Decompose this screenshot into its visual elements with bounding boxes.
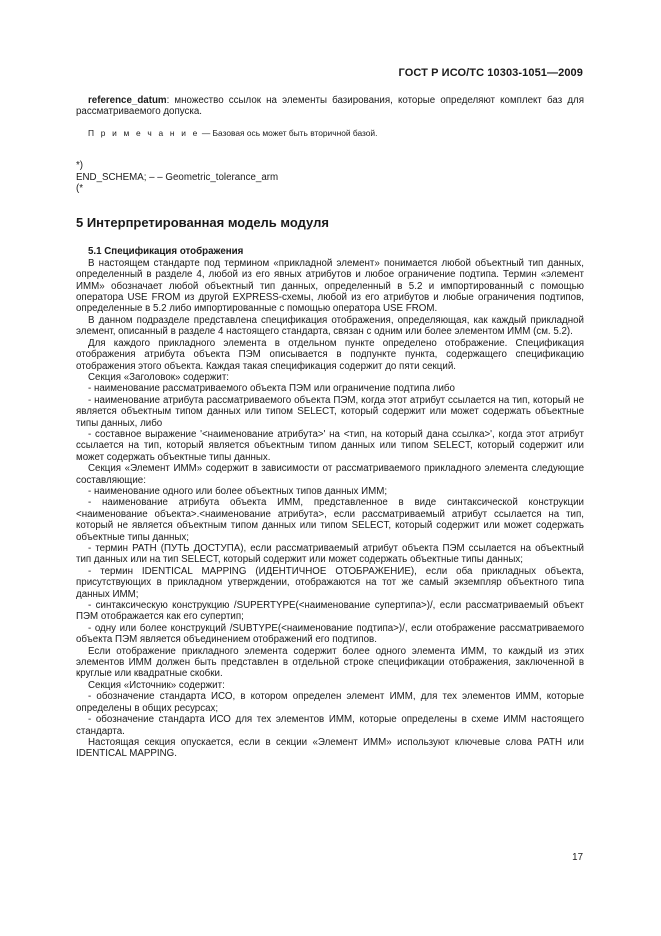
definition-term: reference_datum — [88, 95, 167, 106]
list-item: - обозначение стандарта ИСО для тех элементов ИММ, которые определены в схеме ИММ настоящего стандарта. — [76, 714, 584, 737]
list-item: - синтаксическую конструкцию /SUPERTYPE(<наименование супертипа>)/, если рассматриваемый объект ПЭМ отображается как его супертип; — [76, 600, 584, 623]
page-number: 17 — [572, 852, 583, 863]
code-line: *) — [76, 160, 84, 172]
definition-paragraph — [76, 95, 584, 118]
body-paragraph: Секция «Заголовок» содержит: — [88, 371, 230, 383]
body-paragraph: Настоящая секция опускается, если в секции «Элемент ИММ» используют ключевые слова PATH или IDENTICAL MAPPING. — [76, 736, 584, 760]
list-item: - обозначение стандарта ИСО, в котором определен элемент ИММ, для тех элементов ИММ, которые определены в общих ресурсах; — [76, 691, 584, 714]
list-item: - наименование рассматриваемого объекта ПЭМ или ограничение подтипа либо — [88, 383, 455, 395]
body-paragraph: Если отображение прикладного элемента содержит более одного элемента ИММ, то каждый из этих элементов ИММ должен быть представлен в отдельной строке спецификации отображения, заключенной в круглые или квадратные скобки. — [76, 645, 584, 680]
list-item: - термин IDENTICAL MAPPING (ИДЕНТИЧНОЕ ОТОБРАЖЕНИЕ), если оба прикладных объекта, присутствующих в прикладном утверждении, отображаются на тот же самый экземпляр объектного типа данных ИММ; — [76, 565, 584, 600]
subsection-title: 5.1 Спецификация отображения — [88, 246, 244, 258]
list-item: - наименование одного или более объектных типов данных ИММ; — [88, 485, 388, 497]
code-line: (* — [76, 183, 84, 195]
code-block — [76, 160, 584, 194]
list-item: - одну или более конструкций /SUBTYPE(<наименование подтипа>)/, если отображение рассматриваемого объекта ПЭМ является объединением отображений его подтипов. — [76, 622, 584, 646]
body-paragraph: Секция «Элемент ИММ» содержит в зависимости от рассматриваемого прикладного элемента следующие составляющие: — [76, 463, 584, 486]
document-code-header: ГОСТ Р ИСО/ТС 10303-1051—2009 — [398, 67, 583, 79]
code-line: END_SCHEMA; – – Geometric_tolerance_arm — [76, 171, 279, 183]
list-item: - составное выражение '<наименование атрибута>' на <тип, на который дана ссылка>', когда этот атрибут ссылается на тип, который является объектным типом данных или типом SELECT, который содержит или может содержать объектные типы данных. — [76, 428, 584, 463]
body-paragraph: Для каждого прикладного элемента в отдельном пункте определено отображение. Спецификация отображения атрибута объекта ПЭМ описывается в подпункте пункта, содержащего спецификацию отображения этого объекта. Каждая такая спецификация содержит до пяти секций. — [76, 337, 584, 372]
section-title: 5 Интерпретированная модель модуля — [76, 215, 329, 231]
body-paragraph: Секция «Источник» содержит: — [88, 679, 225, 691]
list-item: - наименование атрибута рассматриваемого объекта ПЭМ, когда этот атрибут ссылается на тип, который не является объектным типом данных или типом SELECT, который содержит или может содержать объектные типы данных, либо — [76, 394, 584, 429]
note-label: П р и м е ч а н и е — [88, 127, 200, 138]
body-paragraph: В данном подразделе представлена спецификация отображения, определяющая, как каждый прикладной элемент, описанный в разделе 4 настоящего стандарта, связан с одним или более элементом ИММ (см. 5.2). — [76, 314, 584, 338]
page-content — [76, 95, 584, 760]
note-text: — Базовая ось может быть вторичной базой. — [199, 127, 378, 138]
list-item: - термин PATH (ПУТЬ ДОСТУПА), если рассматриваемый атрибут объекта ПЭМ ссылается на объектный тип данных или на тип SELECT, который содержит или может содержать объектные типы данных; — [76, 543, 584, 566]
note — [76, 128, 584, 139]
list-item: - наименование атрибута объекта ИММ, представленное в виде синтаксической конструкции <наименование объекта>.<наименование атрибута>, если рассматриваемый атрибут ссылается на тип, который не является объектным типом данных или типом SELECT, который содержит или может содержать объектные типы данных; — [76, 497, 584, 543]
body-paragraph: В настоящем стандарте под термином «прикладной элемент» понимается любой объектный тип данных, определенный в разделе 4, любой из его явных атрибутов и любое ограничение подтипа. Термин «элемент ИММ» обозначает любой объектный тип данных, определенный в 5.2 и импортированный с помощью оператора USE FROM из другой EXPRESS-схемы, любой из его атрибутов и любые ограничения подтипов, определенные в 5.2 либо импортированные с помощью оператора USE FROM. — [76, 257, 584, 315]
definition-text: : множество ссылок на элементы базирования, которые определяют комплект баз для рассматриваемого допуска. — [76, 95, 584, 118]
